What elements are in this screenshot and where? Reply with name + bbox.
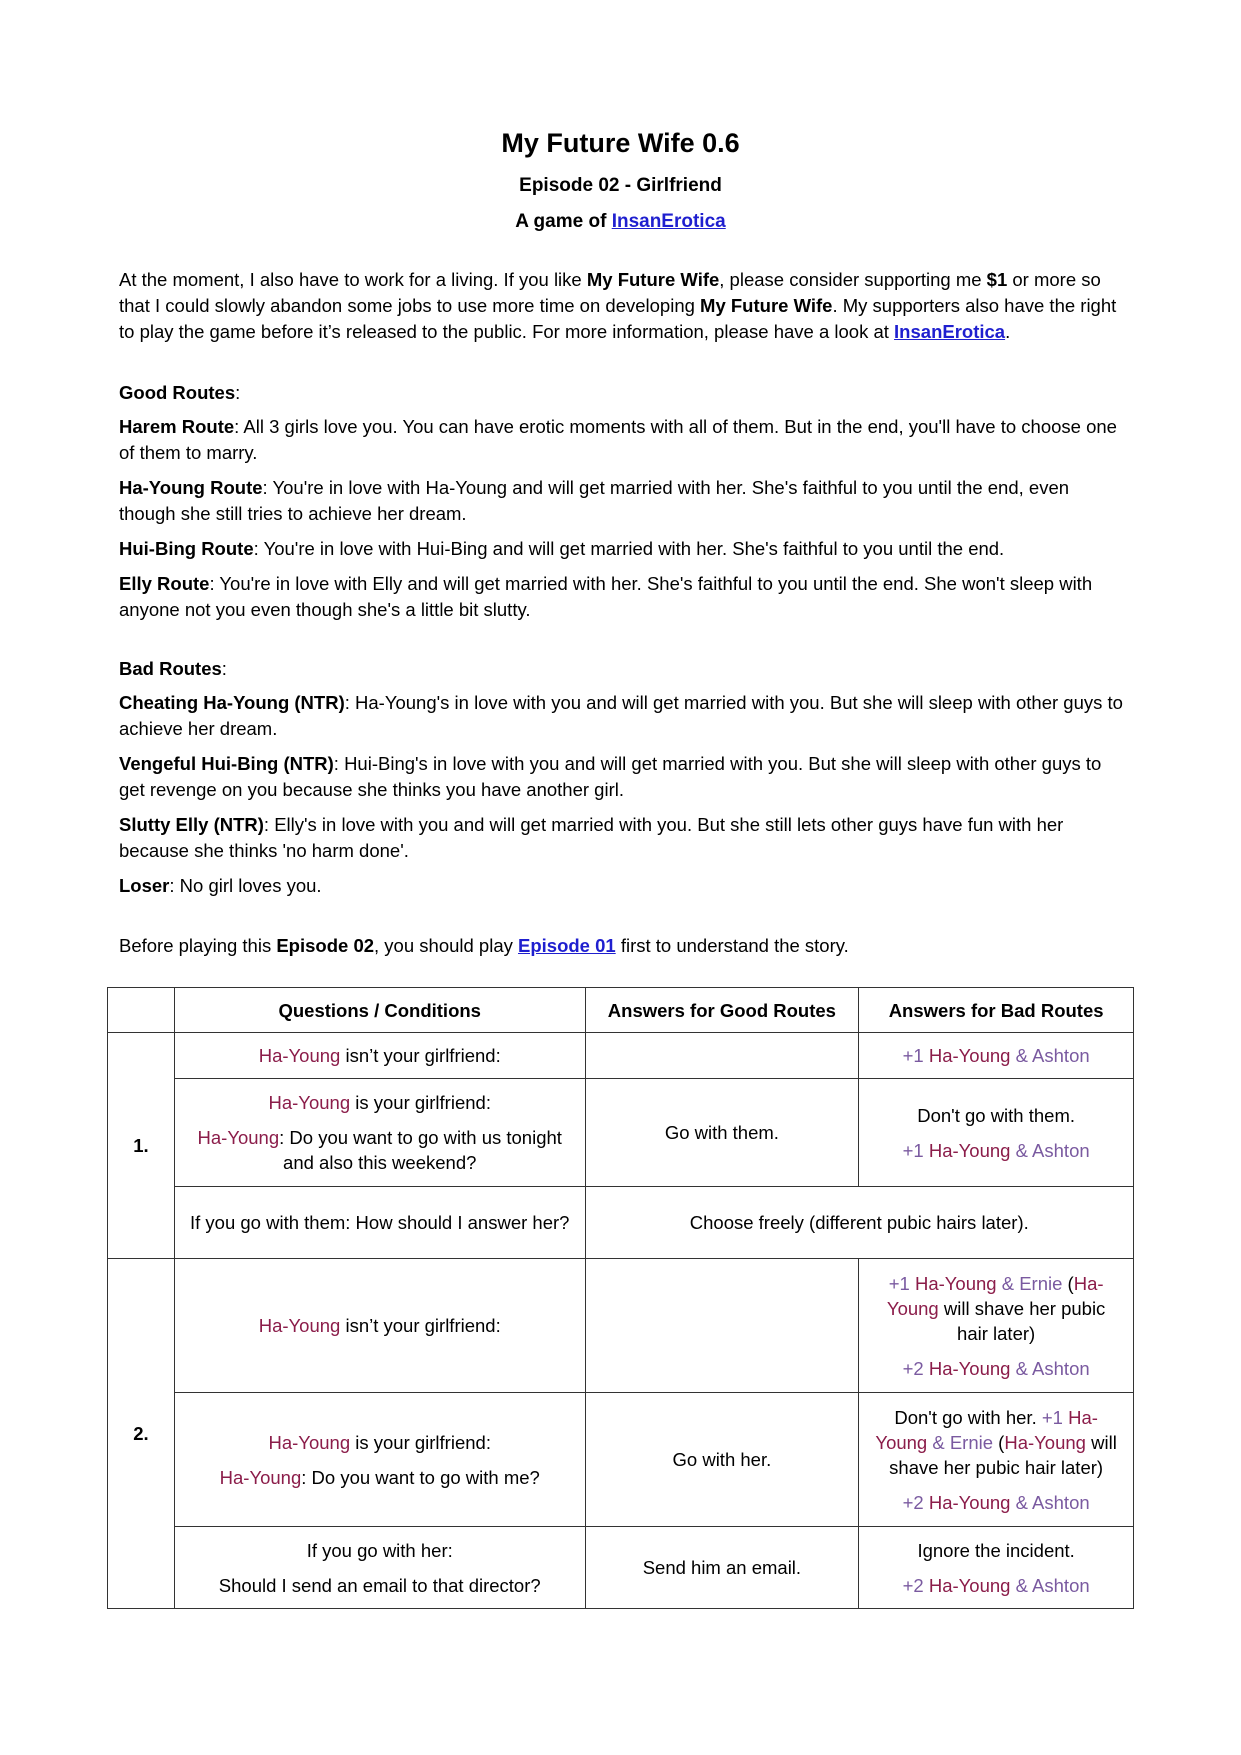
good-answer-cell [585,1033,859,1079]
question-cell: If you go with them: How should I answer her? [174,1187,585,1259]
bad-routes-list [119,690,1129,908]
route-cheating-ha-young: Cheating Ha-Young (NTR): Ha-Young's in love with you and will get married with you. But she will sleep with other guys to achieve her dream. [119,692,1123,739]
good-answer-cell: Go with them. [585,1079,859,1187]
table-row [108,1187,1134,1259]
header-questions: Questions / Conditions [174,988,585,1033]
question-cell: Ha-Young isn’t your girlfriend: [174,1259,585,1393]
good-routes-list [119,414,1129,632]
header-good: Answers for Good Routes [585,988,859,1033]
table-header-row [108,988,1134,1033]
route-vengeful-hui-bing: Vengeful Hui-Bing (NTR): Hui-Bing's in love with you and will get married with you. But she will sleep with other guys to get revenge on you because she thinks you have another girl. [119,753,1102,800]
bad-answer-cell: Don't go with them. +1 Ha-Young & Ashton [859,1079,1134,1187]
episode-subtitle: Episode 02 - Girlfriend [519,175,722,196]
route-elly: Elly Route: You're in love with Elly and will get married with her. She's faithful to you until the end. She won't sleep with anyone not you even though she's a little bit slutty. [119,573,1093,620]
bad-answer-cell: +1 Ha-Young & Ernie (Ha-Young will shave her pubic hair later) +2 Ha-Young & Ashton [859,1259,1134,1393]
bad-answer-cell: Don't go with her. +1 Ha-Young & Ernie (Ha-Young will shave her pubic hair later) +2 Ha-Young & Ashton [859,1393,1134,1527]
route-hui-bing: Hui-Bing Route: You're in love with Hui-Bing and will get married with her. She's faithful to you until the end. [119,538,1005,559]
question-cell: If you go with her: Should I send an email to that director? [174,1527,585,1609]
question-cell: Ha-Young isn’t your girlfriend: [174,1033,585,1079]
insanerotica-link-2[interactable]: InsanErotica [894,321,1006,342]
question-cell: Ha-Young is your girlfriend: Ha-Young: Do you want to go with me? [174,1393,585,1527]
before-playing-note: Before playing this Episode 02, you should play Episode 01 first to understand the story. [119,935,849,956]
table-row [108,1527,1134,1609]
intro-paragraph: At the moment, I also have to work for a living. If you like My Future Wife, please consider supporting me $1 or more so that I could slowly abandon some jobs to use more time on developing My Future Wife. My supporters also have the right to play the game before it’s released to the public. For more information, please have a look at InsanErotica. [119,269,1117,342]
choices-table [107,987,1134,1609]
row-number-1: 1. [108,1033,175,1259]
byline [0,211,1241,233]
insanerotica-link[interactable]: InsanErotica [611,211,726,232]
good-answer-cell [585,1259,859,1393]
row-number-2: 2. [108,1259,175,1609]
route-slutty-elly: Slutty Elly (NTR): Elly's in love with you and will get married with you. But she still lets other guys have fun with her because she thinks 'no harm done'. [119,814,1064,861]
answer-cell-merged: Choose freely (different pubic hairs later). [585,1187,1133,1259]
route-loser: Loser: No girl loves you. [119,875,322,896]
bad-routes-heading: Bad Routes: [119,658,227,679]
header-number [108,988,175,1033]
table-row [108,1079,1134,1187]
good-answer-cell: Send him an email. [585,1527,859,1609]
bad-answer-cell: +1 Ha-Young & Ashton [859,1033,1134,1079]
header-bad: Answers for Bad Routes [859,988,1134,1033]
good-routes-heading: Good Routes: [119,382,241,403]
question-cell: Ha-Young is your girlfriend: Ha-Young: Do you want to go with us tonight and also this weekend? [174,1079,585,1187]
table-row [108,1393,1134,1527]
route-ha-young: Ha-Young Route: You're in love with Ha-Young and will get married with her. She's faithful to you until the end, even though she still tries to achieve her dream. [119,477,1070,524]
byline-prefix: A game of [515,211,612,232]
table-row [108,1033,1134,1079]
good-answer-cell: Go with her. [585,1393,859,1527]
episode-01-link[interactable]: Episode 01 [518,935,616,956]
table-row [108,1259,1134,1393]
document-title: My Future Wife 0.6 [501,128,740,158]
route-harem: Harem Route: All 3 girls love you. You can have erotic moments with all of them. But in the end, you'll have to choose one of them to marry. [119,416,1117,463]
bad-answer-cell: Ignore the incident. +2 Ha-Young & Ashton [859,1527,1134,1609]
